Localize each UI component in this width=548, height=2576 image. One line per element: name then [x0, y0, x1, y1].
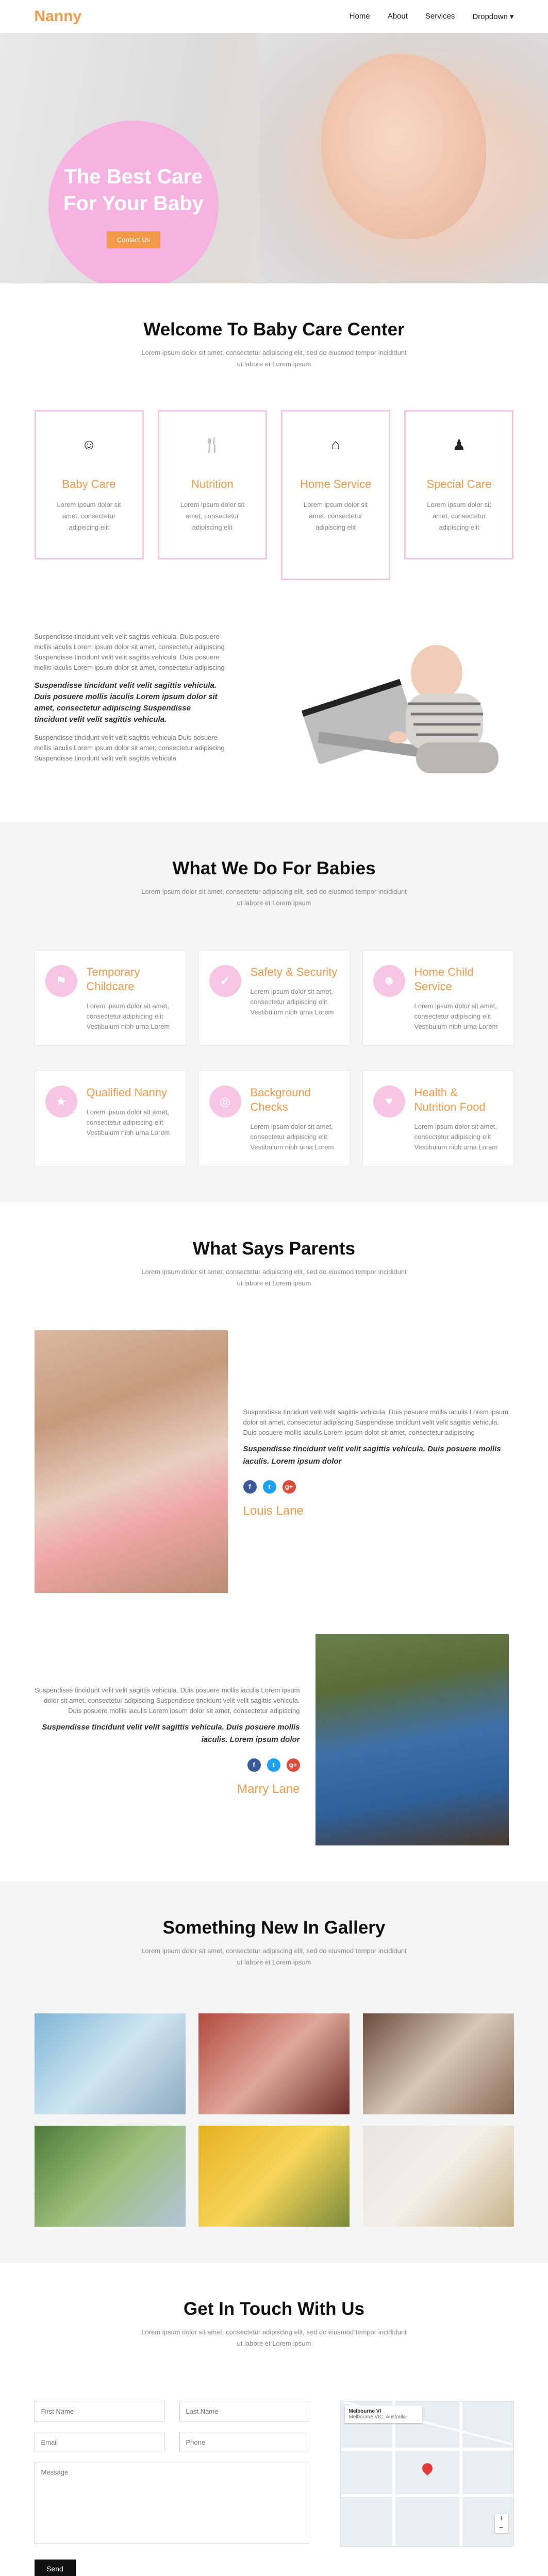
welcome-subtitle: Lorem ipsum dolor sit amet, consectetur adipiscing elit, sed do eiusmod tempor incididunt ut labore et Lorem ipsum	[141, 349, 407, 368]
service-title: Home Child Service	[414, 965, 474, 993]
hero-title: The Best Care For Your Baby	[63, 165, 204, 215]
feature-card-text: Lorem ipsum dolor sit amet, consectetur adipiscing elit	[57, 501, 121, 531]
phone-input[interactable]	[179, 2432, 309, 2452]
gallery-image[interactable]	[363, 2013, 514, 2114]
nav-dropdown[interactable]: Dropdown ▾	[472, 12, 514, 21]
testimonial-text: Suspendisse tincidunt velit velit sagittis vehicula. Duis posuere mollis iaculis Lorem ipsum dolor sit amet, consectetur adipiscing Suspendisse tincidunt velit velit sagittis vehicula. Duis posuere mollis iaculis Lorem ipsum dolor sit amet, consectetur adipiscing	[35, 1686, 300, 1715]
map-zoom-control[interactable]: + −	[495, 2514, 508, 2533]
testimonials-title: What Says Parents	[192, 1239, 356, 1259]
testimonials-subtitle: Lorem ipsum dolor sit amet, consectetur adipiscing elit, sed do eiusmod tempor incididunt ut labore et Lorem ipsum	[141, 1268, 407, 1287]
twitter-icon[interactable]: t	[267, 1758, 280, 1772]
google-plus-icon[interactable]: g+	[287, 1758, 300, 1772]
hero-banner	[0, 33, 548, 283]
gallery-image[interactable]	[198, 2126, 350, 2227]
services-title: What We Do For Babies	[172, 858, 376, 878]
map-pin-icon	[420, 2461, 434, 2476]
nav-home[interactable]: Home	[349, 12, 370, 21]
service-title: Background Checks	[250, 1086, 311, 1113]
welcome-detail-text	[35, 632, 225, 786]
feature-card-text: Lorem ipsum dolor sit amet, consectetur adipiscing elit	[304, 501, 368, 531]
services-grid	[35, 950, 514, 1166]
main-nav	[350, 12, 514, 21]
service-card[interactable]	[362, 1071, 514, 1166]
welcome-section	[0, 283, 548, 822]
feature-card-home-service[interactable]	[281, 410, 390, 580]
services-section	[0, 822, 548, 1202]
feature-card-text: Lorem ipsum dolor sit amet, consectetur adipiscing elit	[427, 501, 491, 531]
user-icon: ☻	[373, 965, 405, 997]
contact-title: Get In Touch With Us	[184, 2299, 364, 2319]
testimonials-section	[0, 1202, 548, 1882]
feature-card-baby-care[interactable]	[35, 410, 144, 560]
shield-icon: ✔	[209, 965, 241, 997]
service-card[interactable]	[198, 1071, 350, 1166]
contact-form	[35, 2401, 514, 2576]
email-input[interactable]	[35, 2432, 164, 2452]
gallery-subtitle: Lorem ipsum dolor sit amet, consectetur adipiscing elit, sed do eiusmod tempor incididunt ut labore et Lorem ipsum	[141, 1947, 407, 1966]
message-textarea[interactable]: Message	[35, 2463, 309, 2544]
feature-cards	[35, 410, 514, 580]
check-icon: ◎	[209, 1086, 241, 1117]
contact-subtitle: Lorem ipsum dolor sit amet, consectetur adipiscing elit, sed do eiusmod tempor incididunt ut labore et Lorem ipsum	[141, 2328, 407, 2347]
service-text: Lorem ipsum dolor sit amet, consectetur adipiscing elit Vestibulum nibh urna Lorem	[414, 1002, 498, 1030]
testimonial-socials	[243, 1480, 509, 1494]
smile-icon: ☺	[81, 436, 96, 452]
testimonial-quote: Suspendisse tincidunt velit velit sagittis vehicula. Duis posuere mollis iaculis. Lorem ipsum dolor	[243, 1445, 501, 1466]
mother-child-photo	[315, 1634, 509, 1845]
service-text: Lorem ipsum dolor sit amet, consectetur adipiscing elit Vestibulum nibh urna Lorem	[414, 1123, 498, 1151]
gallery-title: Something New In Gallery	[162, 1918, 386, 1938]
hero-circle	[48, 121, 219, 283]
testimonial-text: Suspendisse tincidunt velit velit sagittis vehicula. Duis posuere mollis iaculis Lorem ipsum dolor sit amet, consectetur adipiscing Suspendisse tincidunt velit velit sagittis vehicula. Duis posuere mollis iaculis Lorem ipsum dolor sit amet, consectetur adipiscing	[243, 1408, 508, 1436]
heart-icon: ♥	[373, 1086, 405, 1117]
home-icon: ⌂	[331, 436, 340, 452]
testimonial-2	[35, 1634, 514, 1845]
location-map[interactable]	[340, 2401, 514, 2547]
welcome-para-1: Suspendisse tincidunt velit velit sagittis vehicula. Duis posuere mollis iaculis Lorem ipsum dolor sit amet, consectetur adipiscing Suspendisse tincidunt velit velit sagittis vehicula. Duis posuere mollis iaculis Lorem ipsum dolor sit amet, consectetur adipiscing	[34, 633, 225, 671]
feature-card-title: Baby Care	[62, 478, 116, 490]
service-text: Lorem ipsum dolor sit amet, consectetur adipiscing elit Vestibulum nibh urna Lorem	[250, 988, 334, 1016]
feature-card-title: Nutrition	[191, 478, 234, 490]
testimonial-socials	[35, 1758, 300, 1772]
service-title: Safety & Security	[250, 965, 338, 978]
welcome-title: Welcome To Baby Care Center	[143, 319, 405, 340]
service-text: Lorem ipsum dolor sit amet, consectetur adipiscing elit Vestibulum nibh urna Lorem	[250, 1123, 334, 1151]
feature-card-title: Home Service	[300, 478, 372, 490]
feature-card-nutrition[interactable]	[158, 410, 267, 560]
services-subtitle: Lorem ipsum dolor sit amet, consectetur adipiscing elit, sed do eiusmod tempor incididunt ut labore et Lorem ipsum	[141, 888, 407, 907]
feature-card-text: Lorem ipsum dolor sit amet, consectetur adipiscing elit	[180, 501, 244, 531]
first-name-input[interactable]	[35, 2401, 164, 2421]
service-card[interactable]	[198, 950, 350, 1046]
last-name-input[interactable]	[179, 2401, 309, 2421]
welcome-highlight: Suspendisse tincidunt velit velit sagittis vehicula. Duis posuere mollis iaculis Lorem ipsum dolor sit amet, consectetur adipiscing Suspendisse tincidunt velit velit sagittis vehicula.	[34, 681, 218, 724]
google-plus-icon[interactable]: g+	[283, 1480, 296, 1494]
mother-baby-photo	[35, 1330, 228, 1593]
service-card[interactable]	[35, 1071, 186, 1166]
facebook-icon[interactable]: f	[247, 1758, 261, 1772]
twitter-icon[interactable]: t	[263, 1480, 276, 1494]
map-info-card: Melbourne VI Melbourne VIC, Australia	[345, 2405, 422, 2423]
gallery-image[interactable]	[35, 2126, 186, 2227]
gallery-image[interactable]	[363, 2126, 514, 2227]
site-logo[interactable]: Nanny	[34, 8, 82, 25]
testimonial-quote: Suspendisse tincidunt velit velit sagittis vehicula. Duis posuere mollis iaculis. Lorem ipsum dolor	[42, 1723, 300, 1744]
service-text: Lorem ipsum dolor sit amet, consectetur adipiscing elit Vestibulum nibh urna Lorem	[86, 1108, 170, 1137]
welcome-para-2: Suspendisse tincidunt velit velit sagittis vehicula Duis posuere mollis iaculis Lorem ipsum dolor sit amet, consectetur adipiscing Suspendisse tincidunt velit velit sagittis vehicula	[34, 734, 225, 762]
welcome-detail	[35, 632, 514, 786]
feature-card-title: Special Care	[426, 478, 492, 490]
baby-laptop-image	[287, 632, 514, 786]
nav-about[interactable]: About	[387, 12, 408, 21]
service-text: Lorem ipsum dolor sit amet, consectetur adipiscing elit Vestibulum nibh urna Lorem	[86, 1002, 170, 1030]
contact-section	[0, 2263, 548, 2576]
testimonial-name: Louis Lane	[243, 1504, 304, 1518]
testimonial-name: Marry Lane	[237, 1782, 300, 1796]
graduation-icon: ⚑	[45, 965, 77, 997]
gallery-grid	[35, 2013, 514, 2227]
hero-contact-button[interactable]: Contact Us	[107, 231, 160, 248]
nanny-icon: ★	[45, 1086, 77, 1117]
service-title: Qualified Nanny	[86, 1086, 168, 1099]
service-title: Temporary Childcare	[86, 965, 140, 993]
gallery-image[interactable]	[198, 2013, 350, 2114]
facebook-icon[interactable]: f	[243, 1480, 257, 1494]
service-card[interactable]	[362, 950, 514, 1046]
child-icon: ♟	[452, 437, 466, 453]
service-card[interactable]	[35, 950, 186, 1046]
feature-card-special-care[interactable]	[404, 410, 513, 560]
service-title: Health & Nutrition Food	[414, 1086, 486, 1113]
send-button[interactable]: Send	[35, 2560, 76, 2576]
gallery-image[interactable]	[35, 2013, 186, 2114]
testimonial-1	[35, 1330, 514, 1593]
gallery-section	[0, 1882, 548, 2263]
nav-services[interactable]: Services	[425, 12, 455, 21]
site-header	[0, 0, 548, 33]
cutlery-icon: 🍴	[203, 437, 222, 453]
